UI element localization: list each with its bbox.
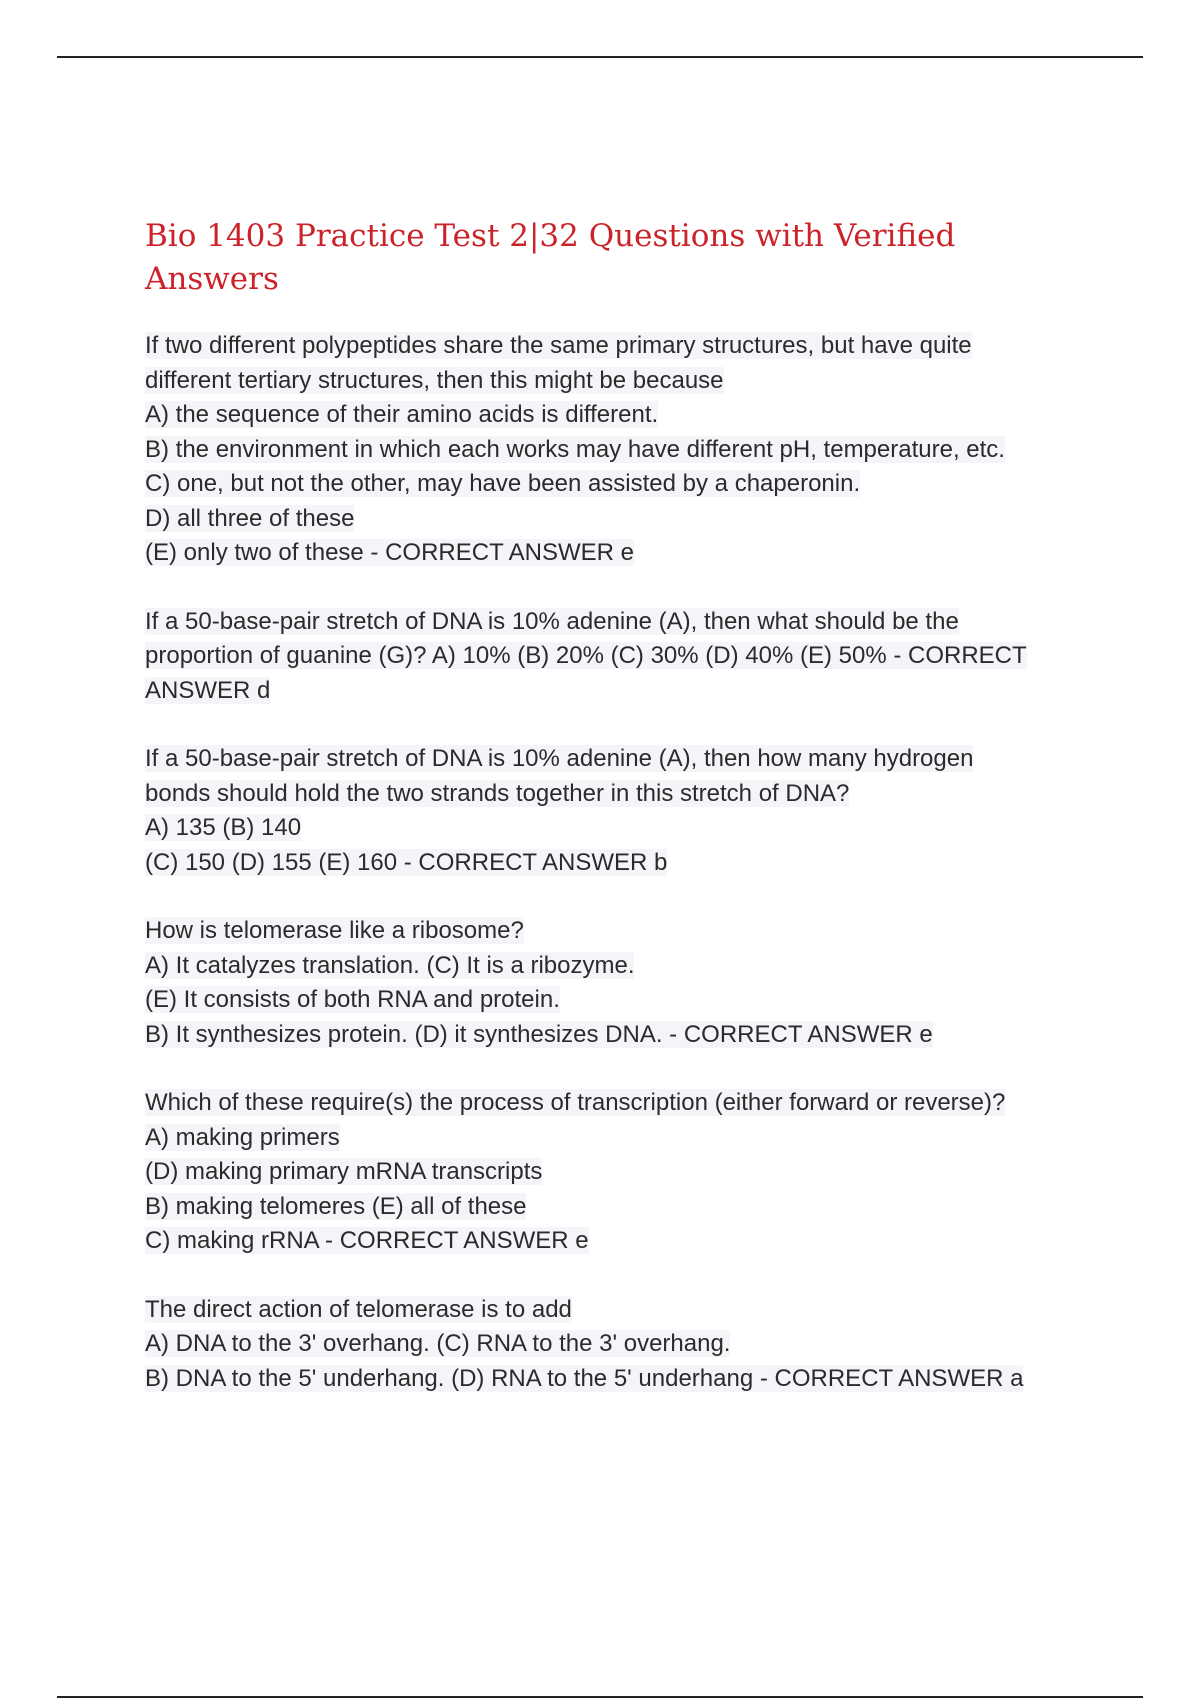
question-line-text: If two different polypeptides share the same primary structures, but have quite: [145, 332, 972, 359]
footer-rule: [57, 1696, 1143, 1698]
answer-option: [145, 949, 1105, 984]
question-line: [145, 1293, 1105, 1328]
answer-option-text: A) the sequence of their amino acids is different.: [145, 401, 659, 428]
question-line-text: The direct action of telomerase is to add: [145, 1295, 572, 1323]
question-block: [145, 914, 1105, 1052]
answer-option: [145, 983, 1105, 1018]
question-line: [145, 1086, 1105, 1121]
answer-option: [145, 502, 1105, 537]
question-block: [145, 1086, 1105, 1259]
question-line-text: different tertiary structures, then this might be because: [145, 366, 724, 394]
correct-answer-text: (C) 150 (D) 155 (E) 160 - CORRECT ANSWER b: [145, 848, 668, 876]
question-line: [145, 914, 1105, 949]
question-line: [145, 605, 1105, 640]
answer-option-text: B) making telomeres (E) all of these: [145, 1192, 527, 1220]
correct-answer-line: [145, 1018, 1105, 1053]
question-block: [145, 329, 1105, 571]
question-line-text: How is telomerase like a ribosome?: [145, 917, 524, 944]
answer-option: [145, 433, 1105, 468]
question-block: [145, 1293, 1105, 1397]
answer-option-text: (D) making primary mRNA transcripts: [145, 1158, 543, 1185]
answer-option: [145, 811, 1105, 846]
answer-option-text: B) the environment in which each works may have different pH, temperature, etc.: [145, 435, 1005, 463]
answer-option-text: A) making primers: [145, 1123, 340, 1151]
correct-answer-line: [145, 536, 1105, 571]
question-line: [145, 639, 1105, 674]
answer-option: [145, 1190, 1105, 1225]
answer-option-text: A) It catalyzes translation. (C) It is a ribozyme.: [145, 951, 635, 979]
correct-answer-text: ANSWER d: [145, 676, 271, 704]
question-line-text: bonds should hold the two strands together in this stretch of DNA?: [145, 779, 850, 807]
document-body: [145, 215, 1105, 1430]
question-line-text: If a 50-base-pair stretch of DNA is 10% adenine (A), then how many hydrogen: [145, 745, 974, 772]
document-title: Bio 1403 Practice Test 2|32 Questions with Verified Answers: [145, 218, 956, 297]
correct-answer-text: (E) only two of these - CORRECT ANSWER e: [145, 539, 635, 566]
answer-option: [145, 467, 1105, 502]
correct-answer-text: B) It synthesizes protein. (D) it synthesizes DNA. - CORRECT ANSWER e: [145, 1020, 933, 1048]
correct-answer-line: [145, 1362, 1105, 1397]
answer-option-text: A) 135 (B) 140: [145, 814, 302, 841]
question-line: [145, 777, 1105, 812]
answer-option: [145, 1121, 1105, 1156]
question-line-text: Which of these require(s) the process of transcription (either forward or reverse)?: [145, 1089, 1006, 1116]
correct-answer-line: [145, 846, 1105, 881]
question-block: [145, 742, 1105, 880]
answer-option: [145, 1327, 1105, 1362]
correct-answer-line: [145, 674, 1105, 709]
correct-answer-line: [145, 1224, 1105, 1259]
question-block: [145, 605, 1105, 709]
correct-answer-text: C) making rRNA - CORRECT ANSWER e: [145, 1227, 589, 1254]
question-line: [145, 329, 1105, 364]
answer-option: [145, 1155, 1105, 1190]
answer-option-text: A) DNA to the 3' overhang. (C) RNA to the 3' overhang.: [145, 1330, 731, 1357]
answer-option: [145, 398, 1105, 433]
question-line: [145, 364, 1105, 399]
answer-option-text: C) one, but not the other, may have been assisted by a chaperonin.: [145, 470, 861, 497]
answer-option-text: D) all three of these: [145, 504, 355, 532]
question-line-text: proportion of guanine (G)? A) 10% (B) 20% (C) 30% (D) 40% (E) 50% - CORRECT: [145, 642, 1027, 669]
question-line: [145, 742, 1105, 777]
header-rule: [57, 56, 1143, 58]
question-line-text: If a 50-base-pair stretch of DNA is 10% adenine (A), then what should be the: [145, 607, 959, 635]
answer-option-text: (E) It consists of both RNA and protein.: [145, 986, 560, 1013]
correct-answer-text: B) DNA to the 5' underhang. (D) RNA to the 5' underhang - CORRECT ANSWER a: [145, 1364, 1024, 1392]
